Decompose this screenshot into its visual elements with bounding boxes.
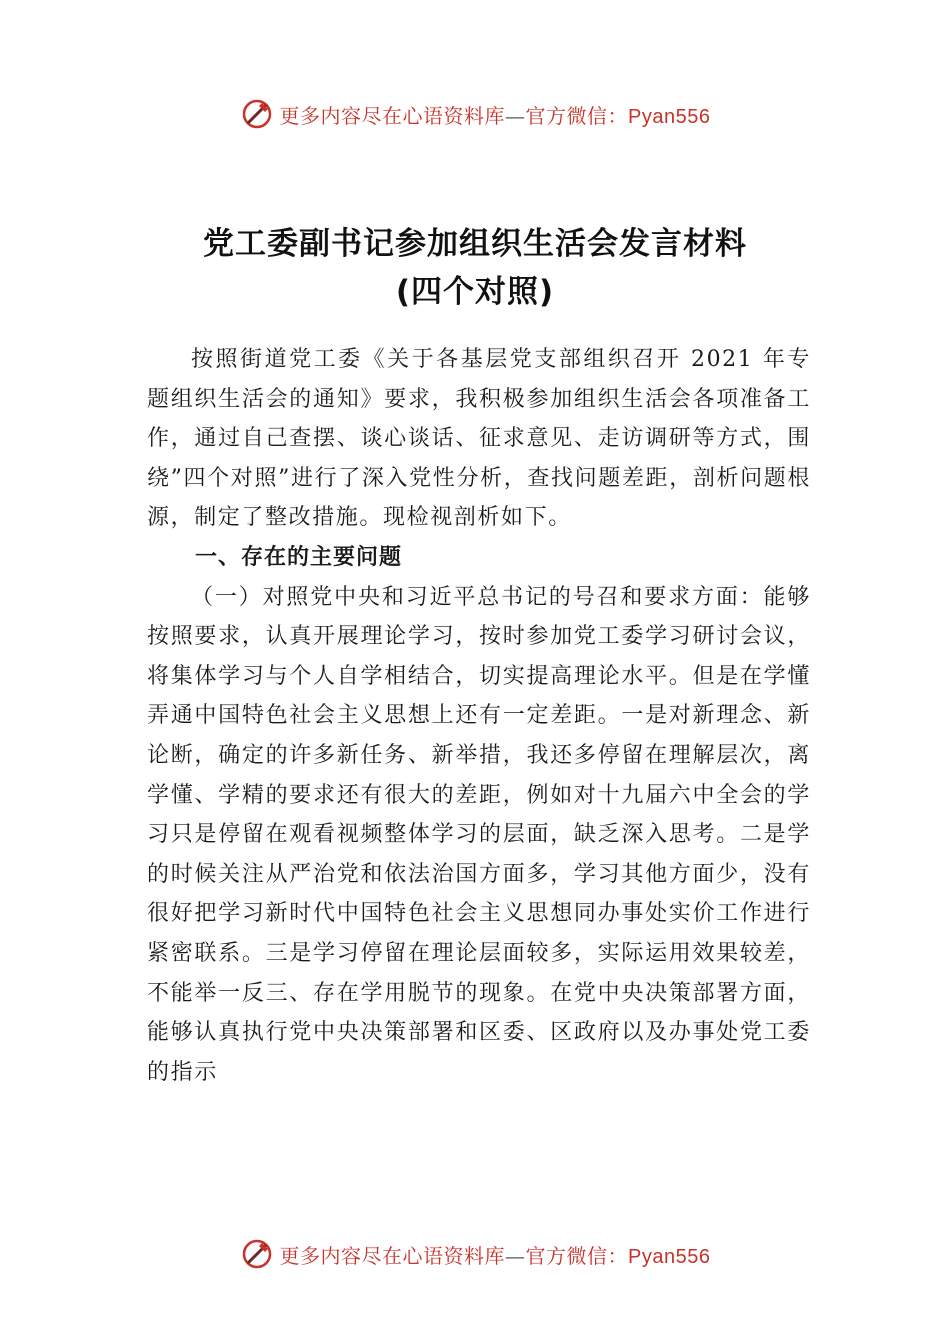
intro-paragraph: 按照街道党工委《关于各基层党支部组织召开 2021 年专题组织生活会的通知》要求，我积极参加组织生活会各项准备工作，通过自己查摆、谈心谈话、征求意见、走访调研等方式，围绕”四个对照”进行了深入党性分析，查找问题差距，剖析问题根源，制定了整改措施。现检视剖析如下。: [147, 347, 811, 531]
body-paragraph: （一）对照党中央和习近平总书记的号召和要求方面：能够按照要求，认真开展理论学习，按时参加党工委学习研讨会议，将集体学习与个人自学相结合，切实提高理论水平。但是在学懂弄通中国特色社会主义思想上还有一定差距。一是对新理念、新论断，确定的许多新任务、新举措，我还多停留在理解层次，离学懂、学精的要求还有很大的差距，例如对十九届六中全会的学习只是停留在观看视频整体学习的层面，缺乏深入思考。二是学的时候关注从严治党和依法治国方面多，学习其他方面少，没有很好把学习新时代中国特色社会主义思想同办事处实价工作进行紧密联系。三是学习停留在理论层面较多，实际运用效果较差，不能举一反三、存在学用脱节的现象。在党中央决策部署方面，能够认真执行党中央决策部署和区委、区政府以及办事处党工委的指示: [147, 584, 811, 1085]
watermark-separator: —: [505, 1243, 526, 1268]
section-heading: 一、存在的主要问题: [195, 544, 403, 570]
watermark-text: [280, 1240, 711, 1269]
watermark-prefix: 更多内容尽在心语资料库: [279, 1243, 506, 1268]
watermark-separator: —: [505, 103, 526, 128]
document-body: [147, 340, 811, 1092]
watermark-prefix: 更多内容尽在心语资料库: [279, 103, 506, 128]
watermark-label: 官方微信：: [525, 103, 629, 128]
pen-circle-logo-icon: [240, 1237, 274, 1271]
pen-circle-logo-icon: [240, 97, 274, 131]
watermark-text: [280, 100, 711, 129]
document-subtitle: (四个对照): [395, 274, 555, 310]
watermark-id: Pyan556: [628, 1245, 711, 1268]
watermark-id: Pyan556: [628, 105, 711, 128]
footer-watermark: [0, 1234, 950, 1274]
watermark-label: 官方微信：: [525, 1243, 629, 1268]
header-watermark: [0, 94, 950, 134]
document-title: 党工委副书记参加组织生活会发言材料: [203, 226, 747, 262]
